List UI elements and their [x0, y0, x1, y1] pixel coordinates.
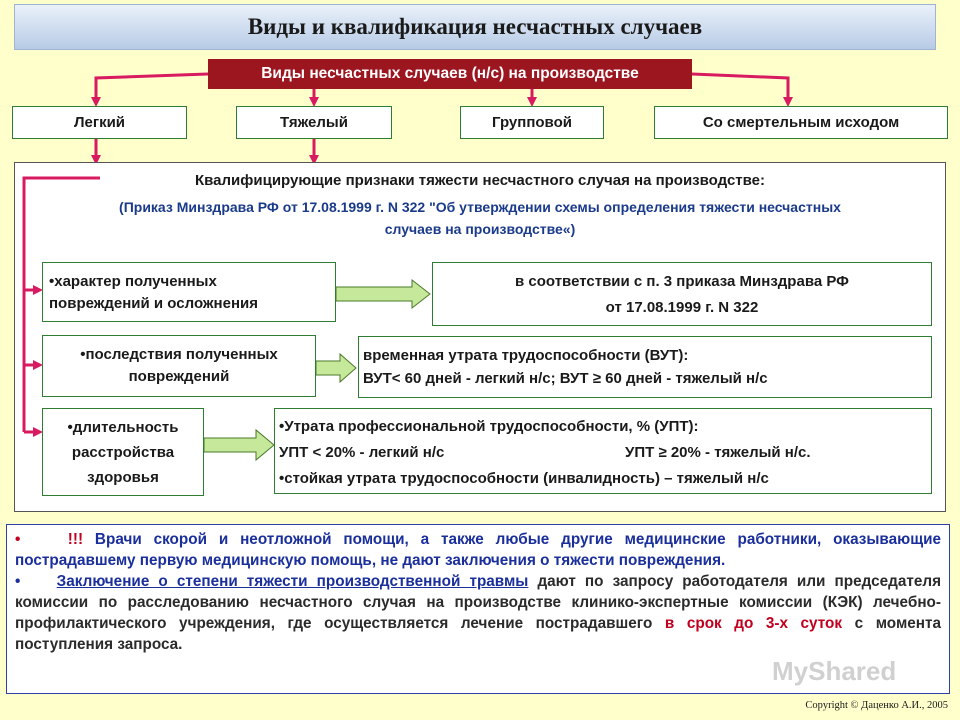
bullet-marker: • — [15, 531, 21, 548]
copyright: Copyright © Даценко А.И., 2005 — [805, 700, 948, 711]
note-text: дают по запросу работодателя или председателя комиссии по расследованию несчастного случая на производстве клинико-экспертные комиссии (КЭК) лечебно-профилактического учреждения, где осуществляется лечение пострадавшего — [15, 573, 942, 632]
criterion-text: повреждений и осложнения — [49, 295, 258, 312]
result-text: •Утрата профессиональной трудоспособности, % (УПТ): — [279, 418, 699, 435]
green-arrow-row2 — [316, 354, 356, 382]
green-arrow-row3 — [204, 430, 274, 460]
panel-source — [30, 196, 930, 240]
criterion-duration — [42, 408, 204, 496]
type-fatal: Со смертельным исходом — [654, 106, 948, 139]
note-bullet-2 — [15, 571, 941, 655]
result-upt — [274, 408, 932, 494]
panel-source-line2: случаев на производстве«) — [384, 221, 576, 237]
result-text: •стойкая утрата трудоспособности (инвалидность) – тяжелый н/с — [279, 470, 769, 487]
result-text: УПТ ≥ 20% - тяжелый н/с. — [625, 444, 811, 461]
watermark-logo: MyShared — [772, 656, 897, 686]
green-arrow-row1 — [336, 280, 430, 308]
criterion-consequences — [42, 335, 316, 397]
result-text: в соответствии с п. 3 приказа Минздрава РФ — [515, 273, 849, 290]
panel-source-line1: (Приказ Минздрава РФ от 17.08.1999 г. N 322 "Об утверждении схемы определения тяжести несчастных — [119, 199, 841, 215]
note-alert-mark: !!! — [67, 531, 84, 548]
result-order-reference — [432, 262, 932, 326]
result-text: от 17.08.1999 г. N 322 — [605, 299, 759, 316]
result-text: временная утрата трудоспособности (ВУТ): — [363, 347, 689, 364]
note-text: Врачи скорой и неотложной помощи, а также любые другие медицинские работники, оказывающие пострадавшему первую медицинскую помощь, не дают заключения о тяжести повреждения. — [15, 531, 942, 569]
root-node: Виды несчастных случаев (н/с) на производстве — [208, 59, 692, 89]
result-text: УПТ < 20% - легкий н/с — [279, 444, 445, 461]
criterion-injury-nature — [42, 262, 336, 322]
criterion-text: здоровья — [87, 469, 159, 486]
type-light: Легкий — [12, 106, 187, 139]
criterion-text: повреждений — [128, 368, 230, 385]
criterion-text: расстройства — [71, 444, 175, 461]
panel-heading: Квалифицирующие признаки тяжести несчастного случая на производстве: — [195, 172, 765, 189]
result-upt-thresholds — [279, 440, 927, 466]
note-deadline: в срок до 3-х суток — [664, 615, 843, 632]
page-title: Виды и квалификация несчастных случаев — [14, 4, 936, 50]
bullet-marker: • — [15, 573, 21, 590]
note-text: с момента поступления запроса. — [15, 615, 942, 653]
note-bullet-1 — [15, 529, 941, 571]
result-vut — [358, 336, 932, 398]
result-text: ВУТ< 60 дней - легкий н/с; ВУТ ≥ 60 дней - тяжелый н/с — [363, 370, 768, 387]
type-severe: Тяжелый — [236, 106, 392, 139]
type-group: Групповой — [460, 106, 604, 139]
criterion-text: •длительность — [67, 419, 179, 436]
criterion-text: •характер полученных — [49, 273, 217, 290]
note-underlined: Заключение о степени тяжести производственной травмы — [56, 573, 529, 590]
criterion-text: •последствия полученных — [80, 346, 278, 363]
